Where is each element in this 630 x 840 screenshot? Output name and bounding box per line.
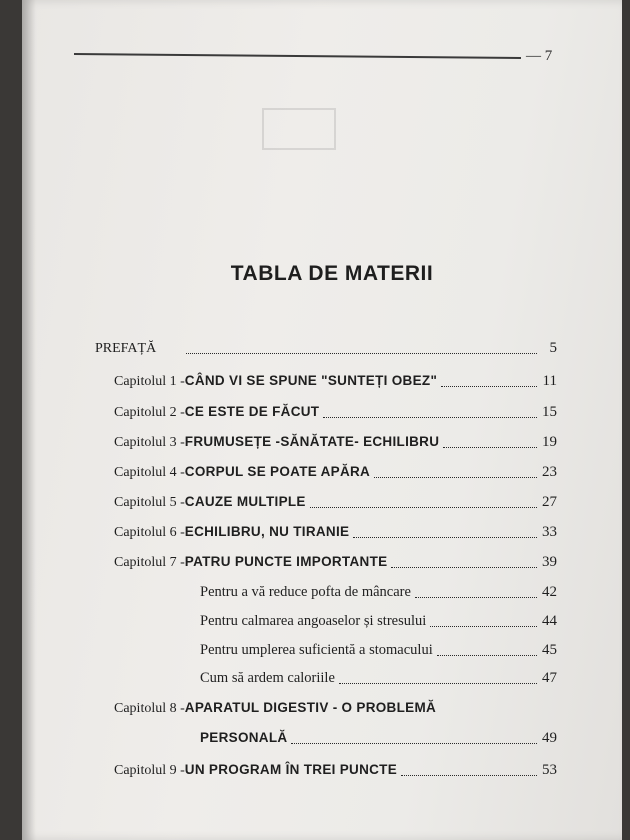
toc-subentry (200, 670, 557, 687)
toc-page-number: 47 (542, 670, 557, 686)
chapter-label: Capitolul 9 - (114, 763, 185, 778)
chapter-label: Capitolul 8 - (114, 701, 185, 716)
chapter-title: CÂND VI SE SPUNE "SUNTEȚI OBEZ" (184, 373, 438, 388)
dot-leader (374, 477, 537, 478)
toc-entry-label: PREFAȚĂ (95, 341, 157, 356)
subsection-title: Pentru umplerea suficientă a stomacului (200, 642, 433, 658)
chapter-label: Capitolul 2 - (114, 405, 185, 420)
book-page (22, 0, 622, 840)
chapter-title: CORPUL SE POATE APĂRA (184, 464, 371, 479)
dot-leader (430, 626, 537, 627)
dot-leader (339, 683, 537, 684)
toc-page-number: 5 (549, 340, 557, 356)
dot-leader (441, 386, 537, 387)
page-number: — 7 (526, 48, 553, 64)
toc-page-number: 23 (542, 464, 557, 480)
toc-entry-chapter-8 (114, 700, 557, 717)
chapter-title: CAUZE MULTIPLE (184, 494, 306, 509)
chapter-label: Capitolul 5 - (114, 495, 185, 510)
toc-page-number: 44 (542, 613, 557, 629)
chapter-title: UN PROGRAM ÎN TREI PUNCTE (184, 762, 398, 777)
chapter-label: Capitolul 7 - (114, 555, 185, 570)
chapter-title: ECHILIBRU, NU TIRANIE (184, 524, 350, 539)
subsection-title: Cum să ardem caloriile (200, 670, 335, 686)
toc-page-number: 11 (542, 373, 557, 389)
chapter-label: Capitolul 1 - (114, 374, 185, 389)
chapter-title: PERSONALĂ (200, 730, 288, 745)
toc-entry-preface (95, 340, 557, 357)
toc-entry-chapter-7 (114, 554, 557, 571)
dot-leader (391, 567, 537, 568)
toc-title: TABLA DE MATERII (230, 262, 434, 285)
toc-page-number: 15 (542, 404, 557, 420)
dot-leader (437, 655, 537, 656)
dot-leader (186, 353, 537, 354)
toc-page-number: 39 (542, 554, 557, 570)
toc-entry-chapter-3 (114, 434, 557, 451)
chapter-title: FRUMUSEȚE -SĂNĂTATE- ECHILIBRU (184, 434, 440, 449)
toc-entry-chapter-6 (114, 524, 557, 541)
toc-subentry (200, 642, 557, 659)
toc-entry-chapter-5 (114, 494, 557, 511)
subsection-title: Pentru a vă reduce pofta de mâncare (200, 584, 411, 600)
toc-entry-chapter-2 (114, 404, 557, 421)
dot-leader (443, 447, 537, 448)
toc-page-number: 27 (542, 494, 557, 510)
toc-entry-chapter-4 (114, 464, 557, 481)
toc-page-number: 19 (542, 434, 557, 450)
header-rule (74, 53, 521, 59)
chapter-label: Capitolul 6 - (114, 525, 185, 540)
toc-page-number: 53 (542, 762, 557, 778)
toc-subentry (200, 613, 557, 630)
dot-leader (310, 507, 537, 508)
subsection-title: Pentru calmarea angoaselor și stresului (200, 613, 427, 629)
dot-leader (291, 743, 537, 744)
chapter-label: Capitolul 4 - (114, 465, 185, 480)
toc-entry-chapter-8-continued (200, 730, 557, 747)
page-gutter-shadow (22, 0, 36, 840)
toc-subentry (200, 584, 557, 601)
toc-page-number: 42 (542, 584, 557, 600)
dot-leader (353, 537, 537, 538)
watermark-logo (262, 108, 336, 150)
chapter-title: PATRU PUNCTE IMPORTANTE (184, 554, 388, 569)
toc-page-number: 45 (542, 642, 557, 658)
chapter-label: Capitolul 3 - (114, 435, 185, 450)
toc-page-number: 49 (542, 730, 557, 746)
dot-leader (415, 597, 537, 598)
chapter-title: CE ESTE DE FĂCUT (184, 404, 320, 419)
toc-entry-chapter-9 (114, 762, 557, 779)
toc-page-number: 33 (542, 524, 557, 540)
dot-leader (323, 417, 537, 418)
chapter-title: APARATUL DIGESTIV - O PROBLEMĂ (184, 700, 437, 715)
dot-leader (401, 775, 537, 776)
toc-entry-chapter-1 (114, 373, 557, 390)
